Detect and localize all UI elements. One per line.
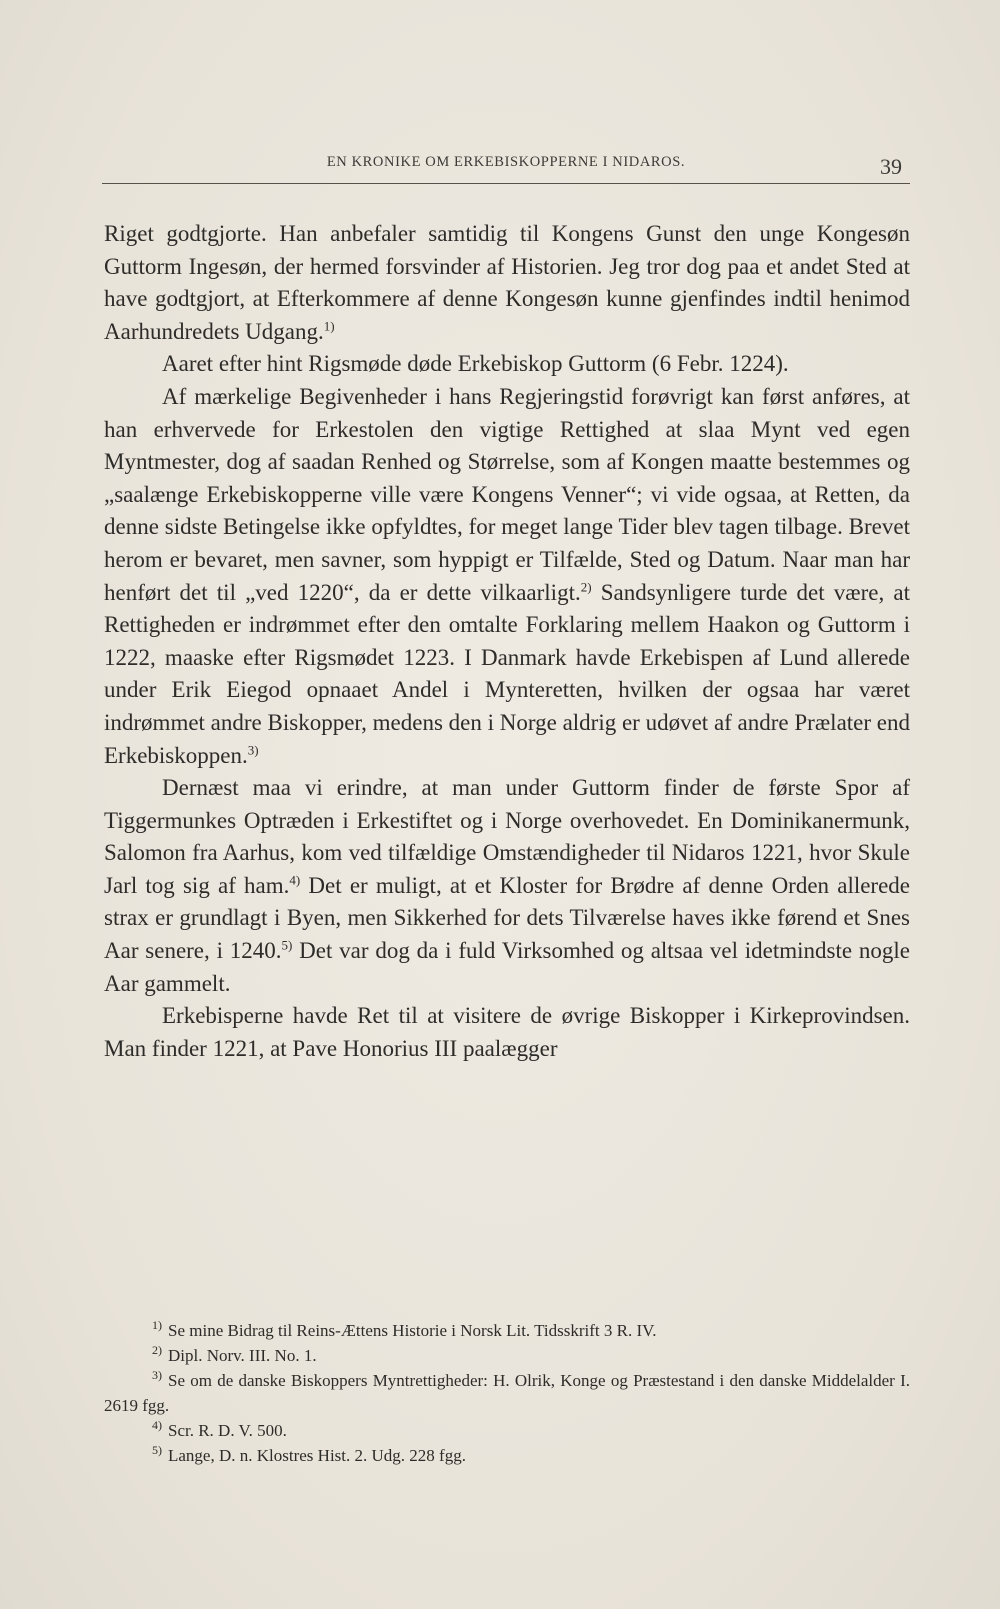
footnote-text: Lange, D. n. Klostres Hist. 2. Udg. 228 fgg. — [168, 1446, 466, 1465]
paragraph-text: Erkebisperne havde Ret til at visitere de øvrige Biskopper i Kirkeprovindsen. Man finder 1221, at Pave Honorius III paalægger — [104, 1003, 910, 1061]
footnote — [104, 1368, 910, 1418]
footnote-mark: 1) — [152, 1318, 162, 1333]
footnote-reference: 5) — [281, 937, 293, 953]
footnote — [104, 1443, 910, 1468]
footnote — [104, 1343, 910, 1368]
footnote-reference: 1) — [323, 318, 335, 334]
paragraph-text: Riget godtgjorte. Han anbefaler samtidig til Kongens Gunst den unge Kongesøn Guttorm Ingesøn, der hermed forsvinder af Historien. Jeg tror dog paa et andet Sted at have godtgjort, at Efterkommere af denne Kongesøn kunne gjenfindes indtil henimod Aarhundredets Udgang. — [104, 221, 910, 344]
paragraph — [104, 1000, 910, 1065]
footnote-reference: 3) — [247, 741, 259, 757]
paragraph-text: Det er muligt, at et Kloster for Brødre af denne Orden allerede strax er grundlagt i Byen, men Sikkerhed for dets Tilværelse haves ikke førend et Snes Aar senere, i 1240. — [104, 872, 911, 964]
footnote-mark: 3) — [152, 1368, 162, 1383]
footnote — [104, 1418, 910, 1443]
running-head — [102, 150, 910, 184]
footnote-mark: 4) — [152, 1418, 162, 1433]
footnote-text: Scr. R. D. V. 500. — [168, 1421, 287, 1440]
running-head-title: EN KRONIKE OM ERKEBISKOPPERNE I NIDAROS. — [326, 154, 686, 170]
footnote-text: Dipl. Norv. III. No. 1. — [168, 1346, 317, 1365]
footnote-mark: 2) — [152, 1343, 162, 1358]
page-number: 39 — [880, 154, 902, 179]
paragraph-text: Det var dog da i fuld Virksomhed og altsaa vel idetmindste nogle Aar gammelt. — [104, 938, 910, 996]
footnote-reference: 2) — [580, 578, 592, 594]
footnote — [104, 1318, 910, 1343]
paragraph-text: Sandsynligere turde det være, at Rettigheden er indrømmet efter den omtalte Forklaring mellem Haakon og Guttorm i 1222, maaske efter Rigsmødet 1223. I Danmark havde Erkebispen af Lund allerede under Erik Eiegod opnaaet Andel i Mynteretten, hvilken der ogsaa har været indrømmet andre Biskopper, medens den i Norge aldrig er udøvet af andre Prælater end Erkebiskoppen. — [104, 579, 910, 768]
footnote-mark: 5) — [152, 1443, 162, 1458]
footnotes — [104, 1318, 910, 1468]
paragraph-text: Af mærkelige Begivenheder i hans Regjeringstid forøvrigt kan først anføres, at han erhvervede for Erkestolen den vigtige Rettighed at slaa Mynt ved egen Myntmester, dog af saadan Renhed og Størrelse, som af Kongen maatte bestemmes og „saalænge Erkebiskopperne ville være Kongens Venner“; vi vide ogsaa, at Retten, da denne sidste Betingelse ikke opfyldtes, for meget lange Tider blev tagen tilbage. Brevet herom er bevaret, men savner, som hyppigt er Tilfælde, Sted og Datum. Naar man har henført det til „ved 1220“, da er dette vilkaarligt. — [104, 383, 910, 605]
paragraph — [104, 381, 910, 772]
paragraph — [104, 218, 910, 348]
footnote-reference: 4) — [289, 872, 301, 888]
footnote-text: Se om de danske Biskoppers Myntrettigheder: H. Olrik, Konge og Præstestand i den danske Middelalder I. 2619 fgg. — [104, 1371, 910, 1415]
paragraph — [104, 772, 910, 1000]
paragraph-text: Dernæst maa vi erindre, at man under Guttorm finder de første Spor af Tiggermunkes Optræden i Erkestiftet og i Norge overhovedet. En Dominikanermunk, Salomon fra Aarhus, kom ved tilfældige Omstændigheder til Nidaros 1221, hvor Skule Jarl tog sig af ham. — [104, 775, 910, 898]
footnote-text: Se mine Bidrag til Reins-Ættens Historie i Norsk Lit. Tidsskrift 3 R. IV. — [168, 1321, 657, 1340]
header-rule — [102, 183, 910, 184]
paragraph-text: Aaret efter hint Rigsmøde døde Erkebiskop Guttorm (6 Febr. 1224). — [162, 351, 789, 377]
body-text — [104, 218, 910, 1065]
paragraph — [104, 348, 910, 381]
